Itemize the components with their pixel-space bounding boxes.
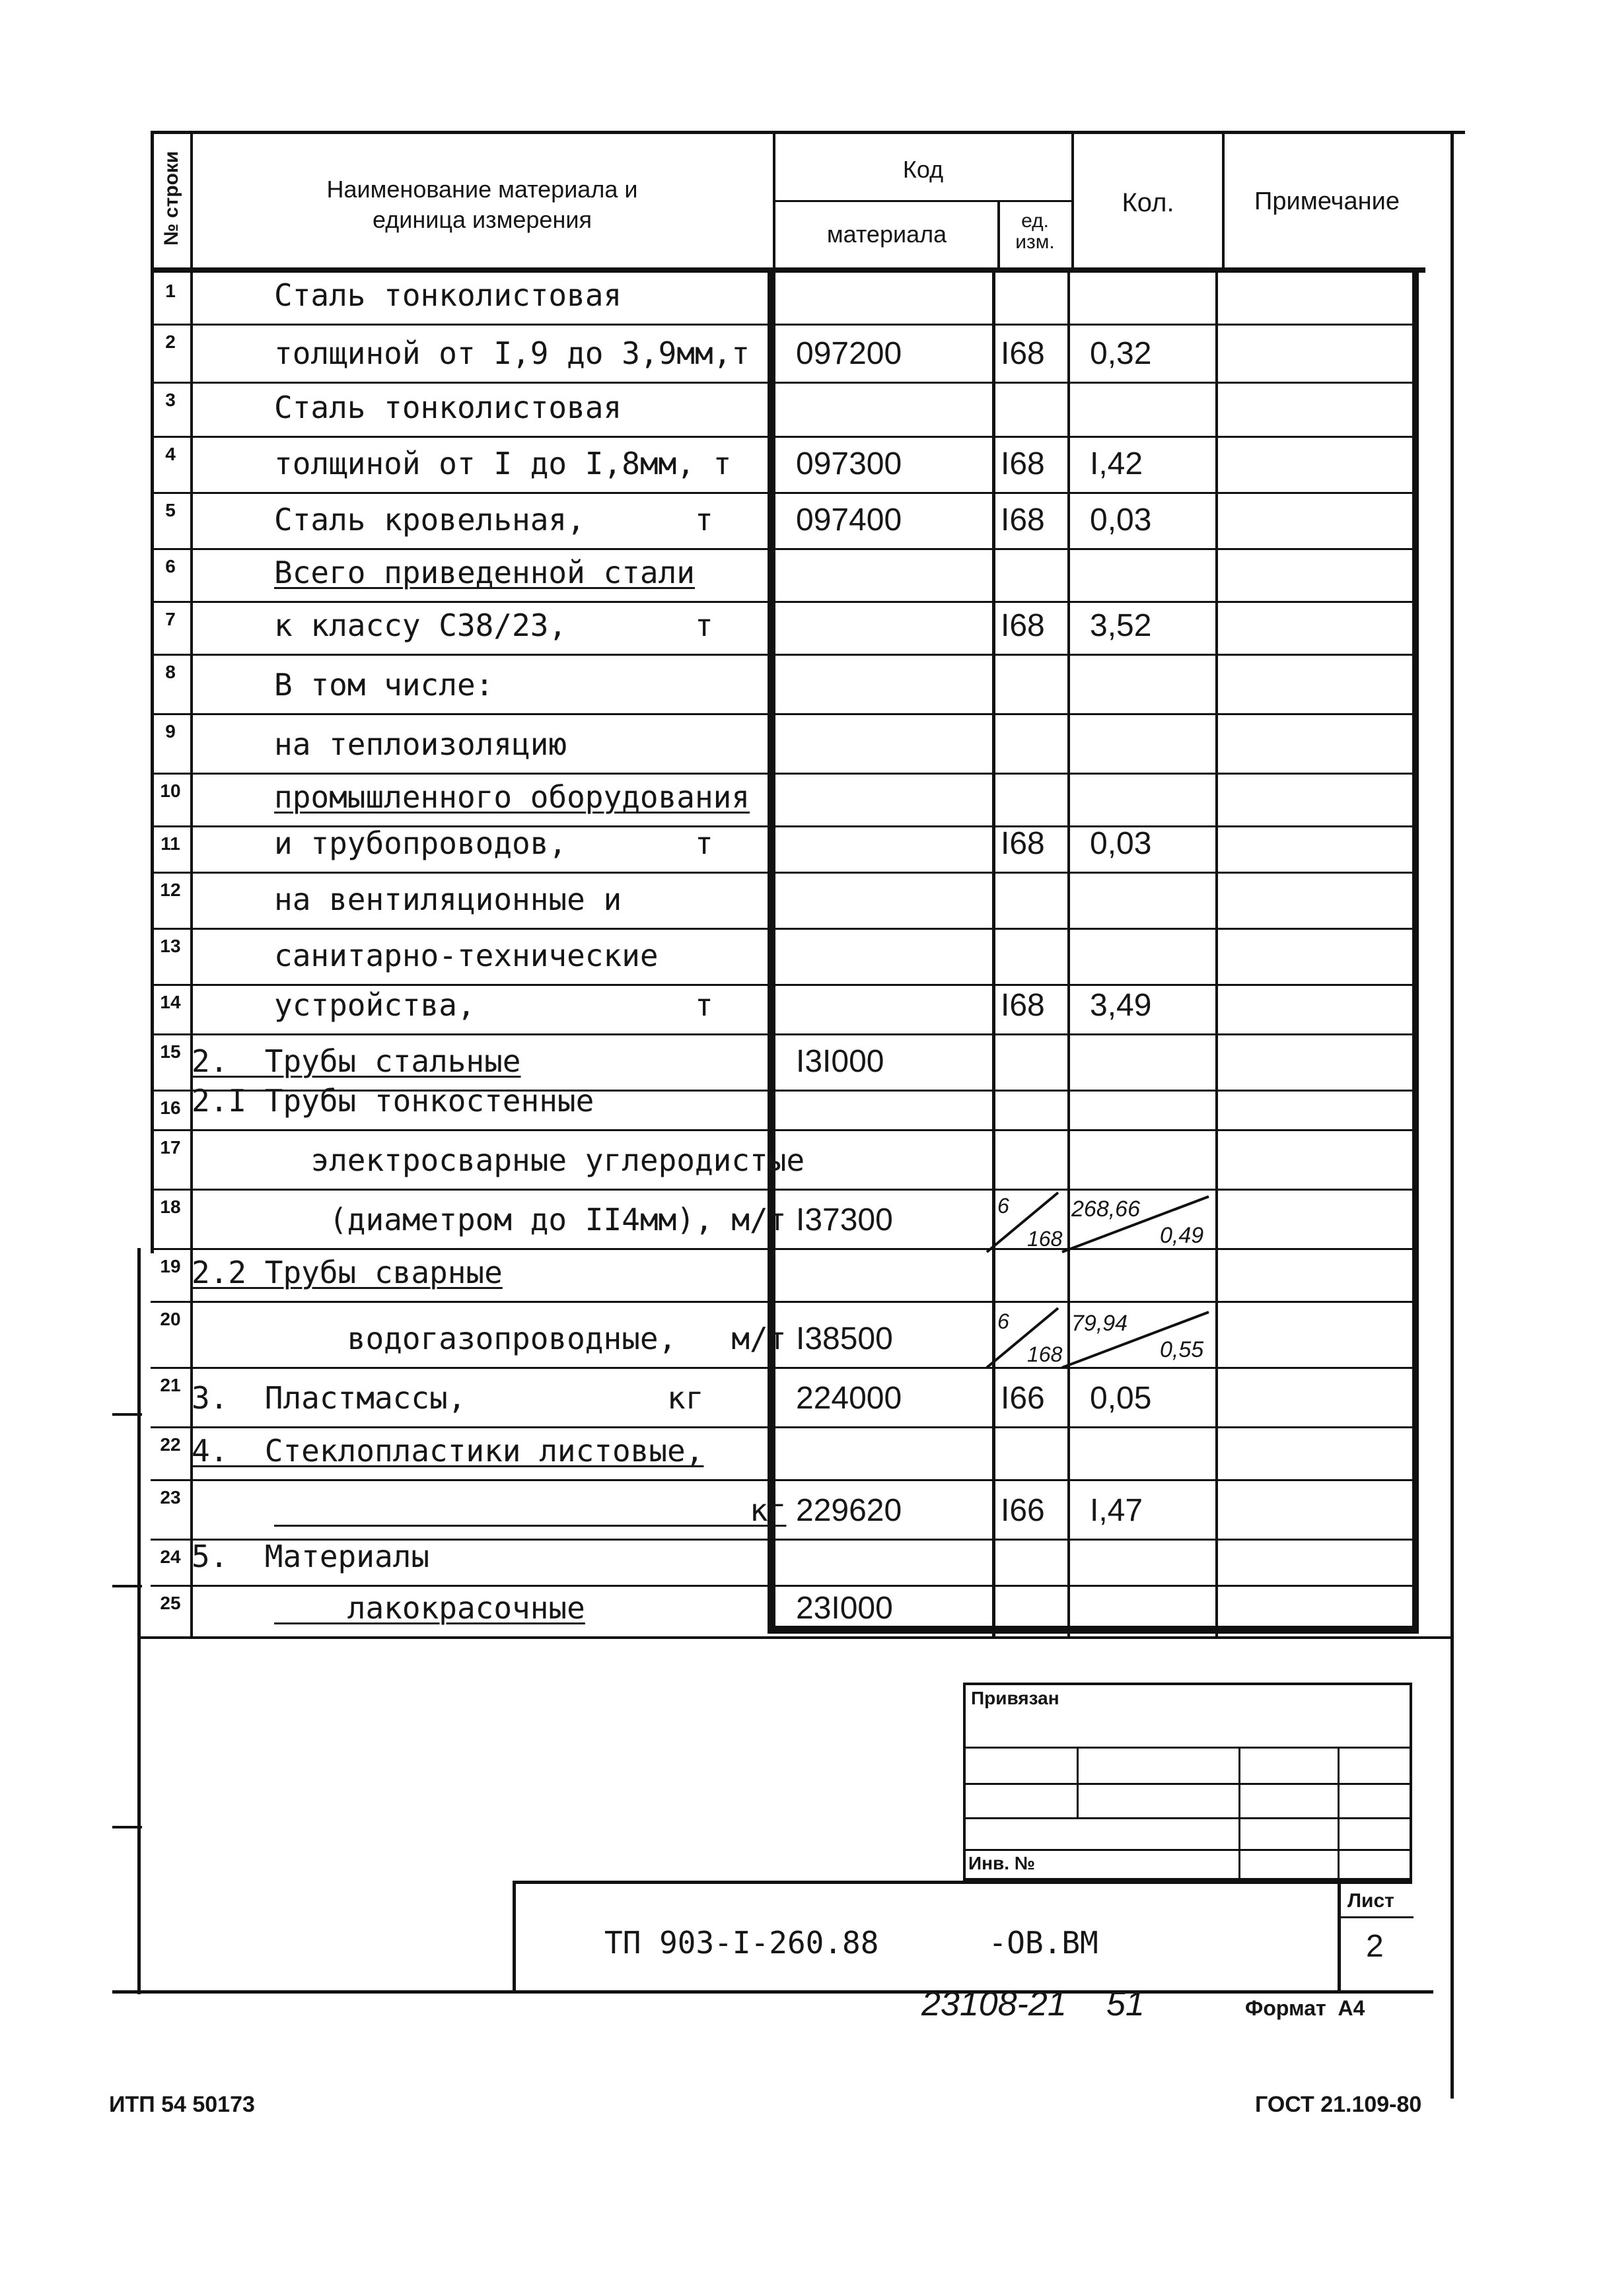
row-number: 18 <box>160 1197 181 1217</box>
row-number: 21 <box>160 1375 181 1395</box>
row-unit-code: I68 <box>1001 826 1045 861</box>
row-number: 20 <box>160 1309 181 1329</box>
row-name: толщиной от I до I,8мм, т <box>274 446 732 481</box>
bound-box-row2 <box>963 1783 1412 1785</box>
frame-top <box>151 131 1465 134</box>
footer-left: ИТП 54 50173 <box>109 2092 255 2117</box>
row-separator <box>151 984 1412 986</box>
row-name: В том числе: <box>274 667 494 703</box>
row-name: водогазопроводные, м/т <box>274 1321 787 1356</box>
header-code-material: материала <box>826 221 947 248</box>
header-bottom-line <box>151 267 1425 273</box>
margin-tick-2 <box>112 1585 142 1587</box>
row20-unit-bottom: 168 <box>1027 1342 1063 1366</box>
document-designation: ТП 903-I-260.88 -ОВ.ВМ <box>604 1925 1098 1961</box>
row-name: Сталь тонколистовая <box>274 390 622 425</box>
row-separator <box>151 1129 1412 1131</box>
row-material-code: 097200 <box>796 336 902 371</box>
row-quantity: 0,05 <box>1090 1381 1152 1416</box>
body-col-name-thick <box>768 273 775 1633</box>
row-name: Сталь кровельная, т <box>274 502 713 538</box>
row-separator <box>151 1301 1412 1303</box>
row-name: электросварные углеродистые <box>274 1142 805 1178</box>
header-code-unit-1: ед. <box>1021 210 1049 232</box>
row-separator <box>151 1189 1412 1191</box>
row-separator <box>151 713 1412 715</box>
sheet-label: Лист <box>1347 1890 1394 1912</box>
row-name: лакокрасочные <box>274 1590 585 1626</box>
row-material-code: I37300 <box>796 1202 893 1237</box>
row20-qty-top: 79,94 <box>1071 1311 1128 1336</box>
row-separator <box>151 872 1412 874</box>
row-separator <box>151 1585 1412 1587</box>
row-name: толщиной от I,9 до 3,9мм,т <box>274 335 750 371</box>
row-number: 4 <box>165 444 176 464</box>
row-unit-code: I66 <box>1001 1493 1045 1528</box>
row-name: на теплоизоляцию <box>274 726 567 762</box>
handwritten-doc-number: 23108-21 <box>921 1985 1067 2023</box>
frame-right <box>1450 131 1454 2099</box>
bound-box-col3 <box>1338 1747 1340 1879</box>
row-unit-code: I68 <box>1001 503 1045 538</box>
row-material-code: I3I000 <box>796 1044 884 1079</box>
row-number: 22 <box>160 1434 181 1455</box>
row18-unit-bottom: 168 <box>1027 1227 1063 1251</box>
row-number: 9 <box>165 721 176 742</box>
row-material-code: 23I000 <box>796 1591 893 1626</box>
bound-label: Привязан <box>971 1688 1059 1708</box>
sheet-number: 2 <box>1366 1929 1384 1964</box>
row-number: 5 <box>165 500 176 520</box>
row-separator <box>151 1367 1412 1369</box>
header-code-split <box>773 200 1073 202</box>
footer-right: ГОСТ 21.109-80 <box>1255 2092 1422 2117</box>
margin-tick-1 <box>112 1413 142 1416</box>
row-unit-code: I68 <box>1001 608 1045 643</box>
body-col-code <box>992 273 995 1636</box>
row-quantity: 0,03 <box>1090 826 1152 861</box>
header-row-number: № строки <box>160 151 182 246</box>
bound-box-col1 <box>1077 1747 1079 1819</box>
header-note: Примечание <box>1254 188 1400 215</box>
stamp-band-top <box>137 1636 1452 1639</box>
header-code: Код <box>902 156 944 183</box>
row-number: 8 <box>165 662 176 682</box>
row-quantity: 3,52 <box>1090 608 1152 643</box>
row-number: 14 <box>160 992 181 1012</box>
row-material-code: 229620 <box>796 1493 902 1528</box>
row-unit-code: I68 <box>1001 336 1045 371</box>
row-name: Всего приведенной стали <box>274 555 695 590</box>
row-material-code: 097400 <box>796 503 902 538</box>
row-number: 6 <box>165 556 176 576</box>
row-name: и трубопроводов, т <box>274 825 713 861</box>
row-name: 2.I Трубы тонкостенные <box>192 1083 594 1119</box>
row18-qty-bottom: 0,49 <box>1160 1223 1204 1248</box>
inv-label: Инв. № <box>968 1853 1036 1873</box>
sheet-cell-hline <box>1338 1916 1414 1918</box>
row-number: 12 <box>160 880 181 900</box>
row-number: 11 <box>161 833 180 854</box>
row-name: кг <box>274 1492 787 1528</box>
row-name: промышленного оборудования <box>274 779 750 815</box>
margin-tick-3 <box>112 1826 142 1828</box>
row-unit-code: I66 <box>1001 1381 1045 1416</box>
row-number: 25 <box>160 1593 181 1613</box>
body-bottom-thick <box>768 1626 1419 1634</box>
row-material-code: I38500 <box>796 1321 893 1356</box>
header-code-unit-2: изм. <box>1015 231 1055 253</box>
header-name-line1: Наименование материала и <box>326 176 638 203</box>
col-line-name <box>773 131 775 273</box>
row-name: Сталь тонколистовая <box>274 277 622 313</box>
row-separator <box>151 324 1412 326</box>
row-number: 1 <box>165 281 176 301</box>
header-name-line2: единица измерения <box>373 206 592 233</box>
bound-box-row1 <box>963 1747 1412 1749</box>
row-number: 19 <box>160 1256 181 1276</box>
bound-box <box>963 1683 1412 1881</box>
row-separator <box>151 1033 1412 1035</box>
row-material-code: 097300 <box>796 446 902 481</box>
row-name: (диаметром до II4мм), м/т <box>274 1202 787 1237</box>
row-separator <box>151 601 1412 603</box>
body-col-num <box>190 273 193 1636</box>
row-number: 15 <box>160 1041 181 1062</box>
format-label: Формат А4 <box>1245 1996 1365 2020</box>
row-separator <box>151 1426 1412 1428</box>
row-number: 23 <box>160 1487 181 1508</box>
bound-box-row4 <box>963 1849 1412 1851</box>
handwritten-sheet-ref: 51 <box>1106 1985 1145 2023</box>
row18-qty-top: 268,66 <box>1071 1197 1140 1222</box>
row18-unit-top: 6 <box>997 1194 1009 1218</box>
row-name: 3. Пластмассы, кг <box>192 1380 704 1416</box>
row-name: санитарно-технические <box>274 938 659 973</box>
row-quantity: 0,03 <box>1090 503 1152 538</box>
row-number: 2 <box>165 331 176 352</box>
row-separator <box>151 382 1412 384</box>
bound-box-row3 <box>963 1817 1412 1819</box>
row-name: к классу С38/23, т <box>274 608 713 643</box>
bound-box-col2 <box>1238 1747 1240 1879</box>
row-separator <box>151 492 1412 494</box>
row-name: 4. Стеклопластики листовые, <box>192 1433 704 1469</box>
row-separator <box>151 1479 1412 1481</box>
row-separator <box>151 1248 1412 1250</box>
row-unit-code: I68 <box>1001 988 1045 1023</box>
row-separator <box>151 548 1412 550</box>
row-name: 2. Трубы стальные <box>192 1043 521 1079</box>
frame-left-lower <box>137 1248 141 1994</box>
body-col-unit <box>1067 273 1070 1636</box>
row-material-code: 224000 <box>796 1381 902 1416</box>
row-number: 16 <box>160 1097 181 1118</box>
row-name: 2.2 Трубы сварные <box>192 1255 503 1290</box>
row-separator <box>151 773 1412 775</box>
body-col-qty <box>1215 273 1218 1636</box>
row-name: устройства, т <box>274 987 713 1023</box>
col-line-num <box>190 131 193 273</box>
row-quantity: I,47 <box>1090 1493 1143 1528</box>
row-quantity: I,42 <box>1090 446 1143 481</box>
row-separator <box>151 654 1412 656</box>
row-quantity: 0,32 <box>1090 336 1152 371</box>
row-number: 24 <box>160 1547 181 1567</box>
row-number: 10 <box>160 781 181 801</box>
row-number: 3 <box>165 390 176 410</box>
row-number: 13 <box>160 936 181 956</box>
row-separator <box>151 928 1412 930</box>
row-separator <box>151 436 1412 438</box>
row-unit-code: I68 <box>1001 446 1045 481</box>
frame-left-upper <box>151 131 154 1253</box>
row20-unit-top: 6 <box>997 1309 1009 1333</box>
body-right-thick <box>1412 273 1419 1633</box>
row-name: на вентиляционные и <box>274 882 622 917</box>
row20-qty-bottom: 0,55 <box>1160 1337 1204 1362</box>
sheet-cell-divider <box>1338 1881 1341 1993</box>
row-number: 7 <box>165 609 176 629</box>
row-number: 17 <box>160 1137 181 1158</box>
row-name: 5. Материалы <box>192 1539 430 1574</box>
header-qty: Кол. <box>1122 188 1174 217</box>
row-quantity: 3,49 <box>1090 988 1152 1023</box>
